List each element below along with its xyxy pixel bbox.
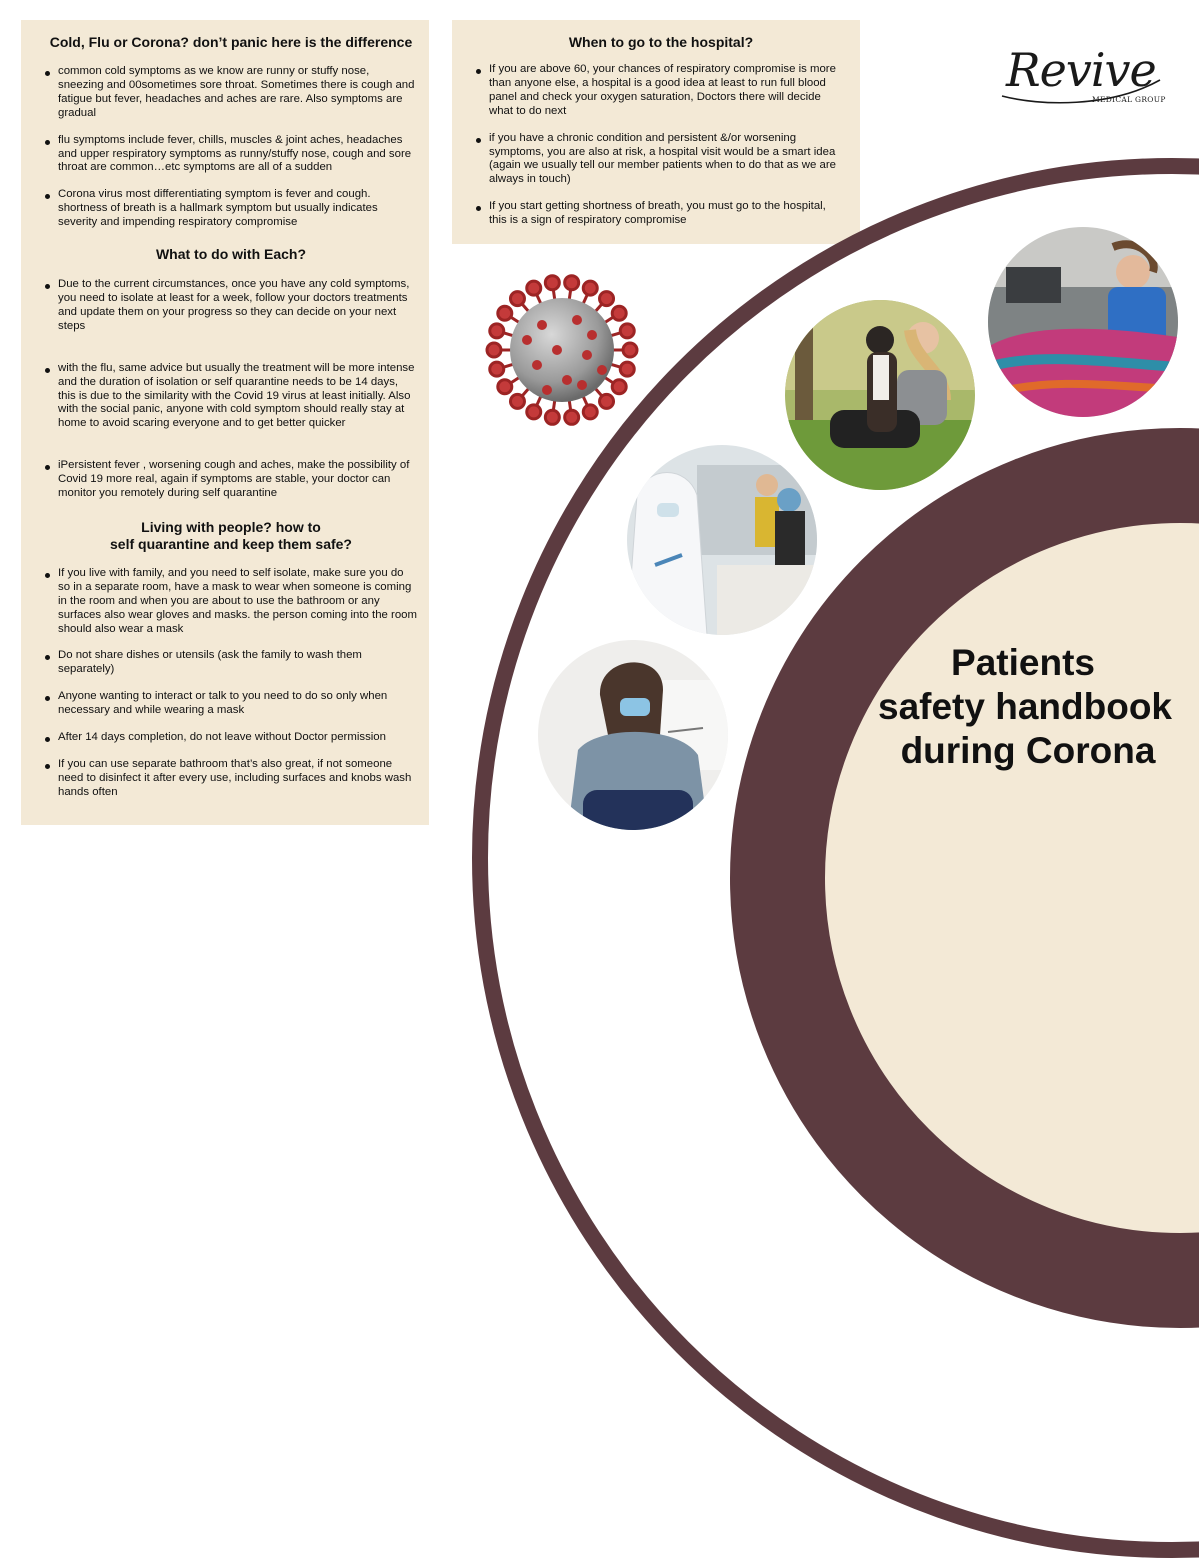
logo-wordmark: Revive	[1006, 43, 1156, 97]
logo-subtitle: MEDICAL GROUP	[1092, 95, 1166, 104]
sick-woman-with-thermometer-photo	[538, 640, 728, 830]
list-item: After 14 days completion, do not leave without Doctor permission	[45, 731, 417, 745]
section-heading-living-with-people	[45, 519, 417, 553]
hospital-heading: When to go to the hospital?	[568, 34, 754, 50]
heading-line: self quarantine and keep them safe?	[110, 535, 352, 552]
virus-illustration	[482, 270, 642, 430]
list-item: if you have a chronic condition and persistent &/or worsening symptoms, you are also at risk, a hospital visit would be a smart idea (again we usually tell our member patients when to do that as we are always in touch)	[476, 132, 846, 188]
heading-line: Living with people? how to	[141, 518, 321, 535]
title-line-2: safety handbook	[878, 686, 1172, 727]
list-item: If you start getting shortness of breath, you must go to the hospital, this is a sign of respiratory compromise	[476, 200, 846, 228]
list-item: If you live with family, and you need to self isolate, make sure you do so in a separate room, have a mask to wear when someone is coming in the room and when you are about to use the bathroom or any surfaces also wear gloves and masks. the person coming into the room should also wear a mask	[45, 567, 417, 637]
handbook-title	[860, 641, 1190, 773]
title-line-3: during Corona	[900, 730, 1156, 771]
list-item: If you can use separate bathroom that’s also great, if not someone need to disinfect it after every use, including surfaces and knobs wash hands often	[45, 758, 417, 800]
info-panel-left	[21, 20, 429, 825]
hospital-list	[476, 63, 846, 228]
section-heading-difference: Cold, Flu or Corona? don’t panic here is the difference	[49, 34, 413, 50]
list-item: flu symptoms include fever, chills, muscles & joint aches, headaches and upper respiratory symptoms as runny/stuffy nose, cough and sore throat are common…etc symptoms are all of a sudden	[45, 134, 417, 176]
list-item: iPersistent fever , worsening cough and aches, make the possibility of Covid 19 more real, again if symptoms are stable, your doctor can monitor you remotely during self quarantine	[45, 459, 417, 501]
list-item: common cold symptoms as we know are runny or stuffy nose, sneezing and 00sometimes sore throat. Sometimes there is cough and fatigue but fever, headaches and aches are rare. Also symptoms are gradual	[45, 65, 417, 121]
hospital-staff-photo	[627, 445, 817, 635]
list-item: Due to the current circumstances, once you have any cold symptoms, you need to isolate at least for a week, follow your doctors treatments and update them on your progress so they can decide on your next steps	[45, 278, 417, 334]
woman-with-dog-photo	[785, 300, 975, 490]
hospital-panel	[452, 20, 860, 244]
list-item: If you are above 60, your chances of respiratory compromise is more than anyone else, a hospital is a good idea at least to run full blood panel and check your oxygen saturation, Doctors there will decide what to do next	[476, 63, 846, 119]
list-item: Corona virus most differentiating symptom is fever and cough. shortness of breath is a hallmark symptom but usually indicates severity and impending respiratory compromise	[45, 188, 417, 230]
what-to-do-list	[45, 278, 417, 501]
list-item: Anyone wanting to interact or talk to you need to do so only when necessary and while wearing a mask	[45, 690, 417, 718]
list-item: Do not share dishes or utensils (ask the family to wash them separately)	[45, 649, 417, 677]
difference-list	[45, 65, 417, 230]
living-with-people-list	[45, 567, 417, 800]
sick-man-on-couch-photo	[988, 227, 1178, 417]
section-heading-what-to-do: What to do with Each?	[155, 246, 307, 263]
title-line-1: Patients	[951, 642, 1095, 683]
list-item: with the flu, same advice but usually the treatment will be more intense and the duration of isolation or self quarantine needs to be 14 days, this is due to the similarity with the Covid 19 virus at least initially. Also with the social panic, anyone with cold symptom should really stay at home to avoid scaring everyone and to get better quicker	[45, 362, 417, 432]
revive-logo	[1000, 44, 1170, 114]
